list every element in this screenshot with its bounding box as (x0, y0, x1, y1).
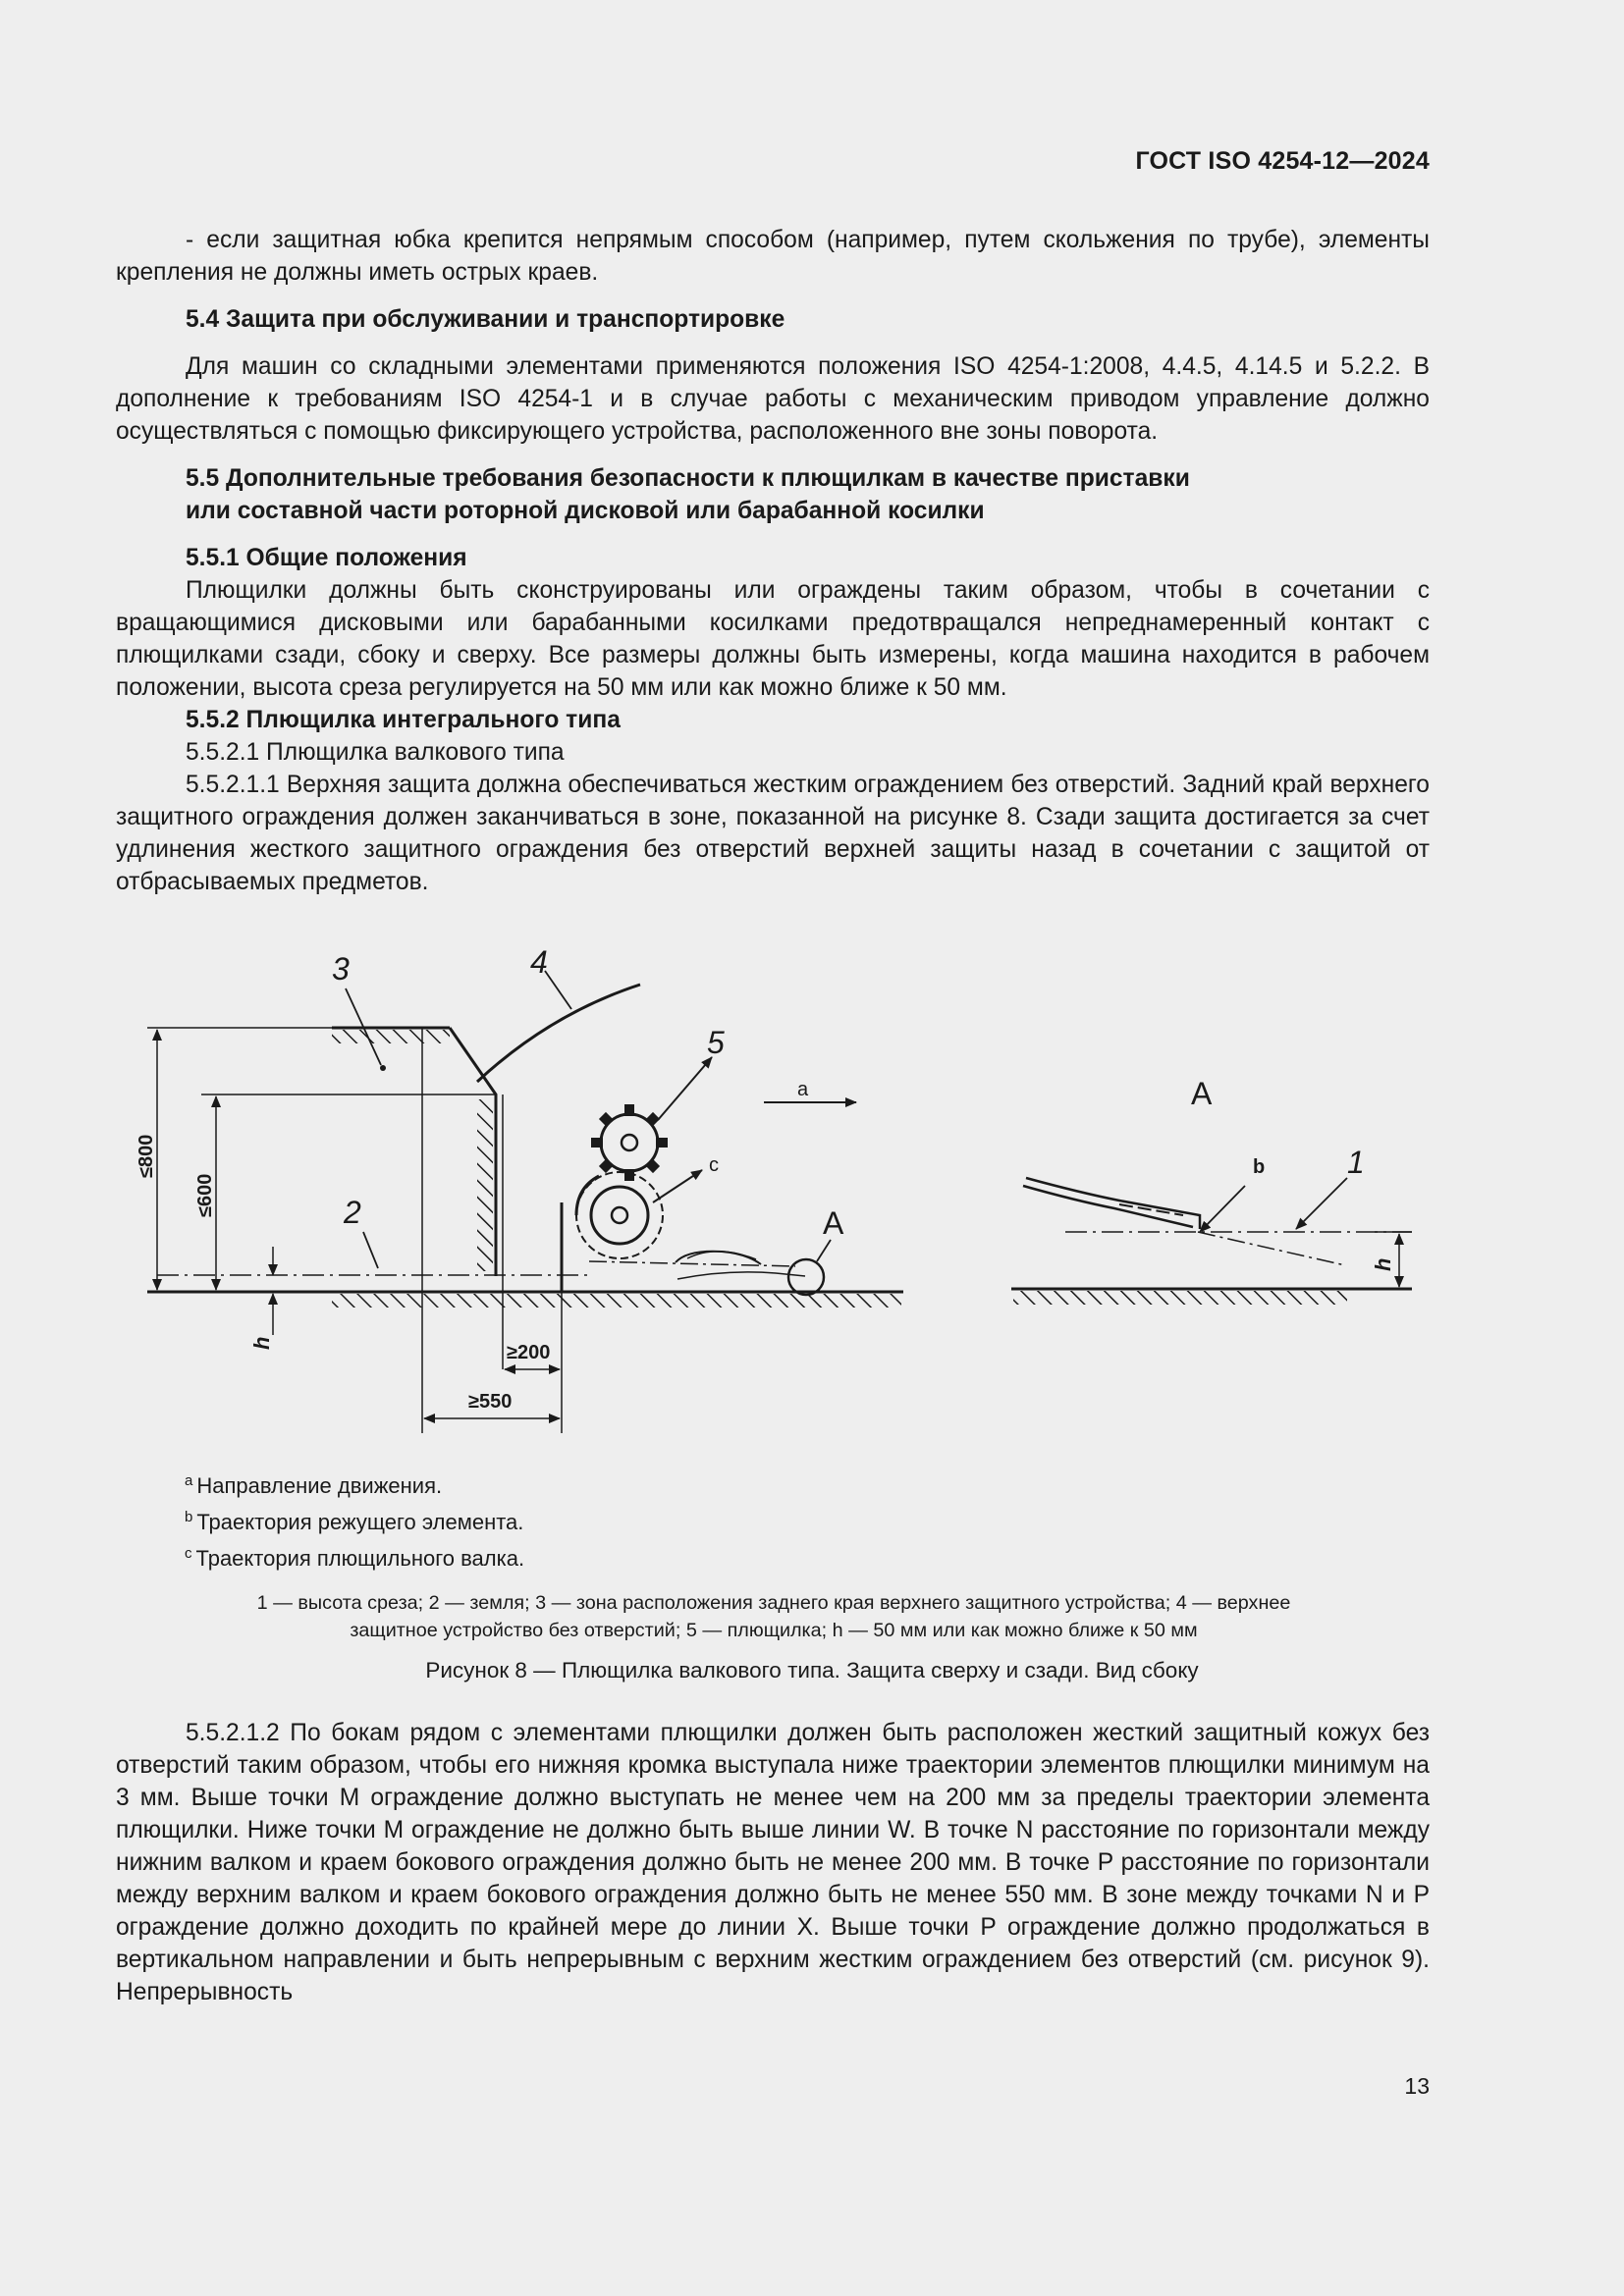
heading-5-5-line2: или составной части роторной дисковой или барабанной косилки (186, 498, 985, 524)
paragraph-1: - если защитная юбка крепится непрямым способом (например, путем скольжения по трубе), элементы крепления не должны иметь острых краев. (116, 227, 1430, 286)
label-h-main: h (249, 1336, 274, 1350)
lower-roller-hub (612, 1207, 627, 1223)
page-number: 13 (1404, 2073, 1430, 2099)
leader-b (1200, 1186, 1245, 1232)
label-dim550: ≥550 (468, 1391, 513, 1413)
note-b (185, 1502, 524, 1538)
note-c-text: Траектория плющильного валка. (195, 1546, 525, 1571)
legend-line-1: 1 — высота среза; 2 — земля; 3 — зона расположения заднего края верхнего защитного устройства; 4 — верхнее (256, 1592, 1291, 1614)
detail-blade-bottom (1023, 1186, 1193, 1227)
figure-8 (0, 937, 1624, 1448)
label-A-detail: A (1191, 1076, 1213, 1111)
leader-4 (545, 971, 571, 1009)
legend-line-2: защитное устройство без отверстий; 5 — плющилка; h — 50 мм или как можно ближе к 50 мм (350, 1620, 1198, 1641)
upper-roller-hub (622, 1135, 637, 1150)
label-b: b (1253, 1156, 1266, 1178)
note-c (185, 1538, 524, 1575)
body-text-top (116, 224, 1430, 898)
label-4: 4 (530, 944, 548, 980)
paragraph-3: Плющилки должны быть сконструированы или ограждены таким образом, чтобы в сочетании с вращающимися дисковыми или барабанными косилками предотвращался непреднамеренный контакт с плющилками сзади, сбоку и сверху. Все размеры должны быть измерены, когда машина находится в рабочем положении, высота среза регулируется на 50 мм или как можно ближе к 50 мм. (116, 577, 1430, 701)
label-dim800: ≤800 (135, 1134, 157, 1178)
label-1: 1 (1347, 1145, 1365, 1180)
label-3: 3 (332, 951, 350, 987)
leader-A (817, 1240, 831, 1261)
heading-5-5-2-1: 5.5.2.1 Плющилка валкового типа (186, 739, 565, 766)
note-a-marker: a (185, 1472, 193, 1489)
heading-5-4: 5.4 Защита при обслуживании и транспортировке (186, 306, 785, 333)
leader-2 (363, 1232, 378, 1268)
zone3-rear-hatch (477, 1099, 493, 1271)
paragraph-4: 5.5.2.1.1 Верхняя защита должна обеспечиваться жестким ограждением без отверстий. Задний край верхнего защитного ограждения должен заканчиваться в зоне, показанной на рисунке 8. Сзади защита достигается за счет удлинения жесткого защитного ограждения без отверстий верхней защиты назад в сочетании с защитой от отбрасываемых предметов. (116, 772, 1430, 895)
detail-cutter-trajectory (1198, 1232, 1345, 1265)
main-side-view (147, 971, 903, 1433)
detail-ground-hatch (1013, 1291, 1347, 1305)
document-id: ГОСТ ISO 4254-12—2024 (1135, 147, 1430, 175)
figure-notes (185, 1466, 524, 1575)
guard4-arc (477, 985, 640, 1082)
heading-5-5-2: 5.5.2 Плющилка интегрального типа (186, 707, 621, 733)
detail-A-circle (788, 1259, 824, 1295)
label-h-detail: h (1371, 1257, 1395, 1271)
label-a: a (797, 1079, 809, 1100)
label-dim200: ≥200 (507, 1342, 551, 1363)
heading-5-5-1: 5.5.1 Общие положения (186, 545, 467, 571)
label-A-main: A (823, 1205, 844, 1241)
figure-legend (185, 1589, 1363, 1644)
label-dim600: ≤600 (194, 1173, 216, 1217)
heading-5-5-line1: 5.5 Дополнительные требования безопасности к плющилкам в качестве приставки (186, 465, 1190, 492)
label-2: 2 (344, 1195, 361, 1230)
detail-A-view (1011, 1178, 1412, 1305)
roller-housing-left (576, 1176, 599, 1215)
ground-hatch (332, 1294, 901, 1308)
crop-residue (677, 1272, 805, 1279)
leader-c (653, 1170, 702, 1202)
leader-5 (658, 1057, 712, 1120)
note-b-text: Траектория режущего элемента. (196, 1510, 524, 1534)
note-a-text: Направление движения. (196, 1473, 443, 1498)
lower-roller (591, 1187, 648, 1244)
upper-roller (601, 1114, 658, 1171)
paragraph-5: 5.5.2.1.2 По бокам рядом с элементами плющилки должен быть расположен жесткий защитный кожух без отверстий таким образом, чтобы его нижняя кромка выступала ниже траектории элементов плющилки минимум на 3 мм. Выше точки M ограждение должно выступать не менее чем на 200 мм за пределы траектории элемента плющилки. Ниже точки M ограждение не должно быть выше линии W. В точке N расстояние по горизонтали между нижним валком и краем бокового ограждения должно быть не менее 200 мм. В точке P расстояние по горизонтали между верхним валком и краем бокового ограждения должно быть не менее 550 мм. В зоне между точками N и P ограждение должно доходить по крайней мере до линии X. Выше точки P ограждение должно продолжаться в вертикальном направлении и быть непрерывным с верхним жестким ограждением без отверстий (см. рисунок 9). Непрерывность (116, 1720, 1430, 2005)
label-5: 5 (707, 1025, 725, 1060)
figure-8-drawing (0, 937, 1624, 1448)
cutter-trajectory (589, 1261, 795, 1266)
detail-labels (1191, 1076, 1395, 1271)
note-b-marker: b (185, 1509, 193, 1525)
note-c-marker: c (185, 1545, 192, 1562)
paragraph-2: Для машин со складными элементами применяются положения ISO 4254-1:2008, 4.4.5, 4.14.5 и 5.2.2. В дополнение к требованиям ISO 4254-1 и в случае работы с механическим приводом управление должно осуществляться с помощью фиксирующего устройства, расположенного вне зоны поворота. (116, 353, 1430, 445)
upper-roller-teeth (591, 1104, 668, 1181)
figure-caption: Рисунок 8 — Плющилка валкового типа. Защита сверху и сзади. Вид сбоку (425, 1658, 1199, 1682)
zone3-dot (380, 1065, 386, 1071)
zone3-hatch (332, 1030, 450, 1043)
leader-1 (1296, 1178, 1347, 1229)
label-c: c (709, 1154, 719, 1176)
note-a (185, 1466, 524, 1502)
roller-trajectory-c (576, 1172, 663, 1258)
body-text-bottom (116, 1717, 1430, 2008)
